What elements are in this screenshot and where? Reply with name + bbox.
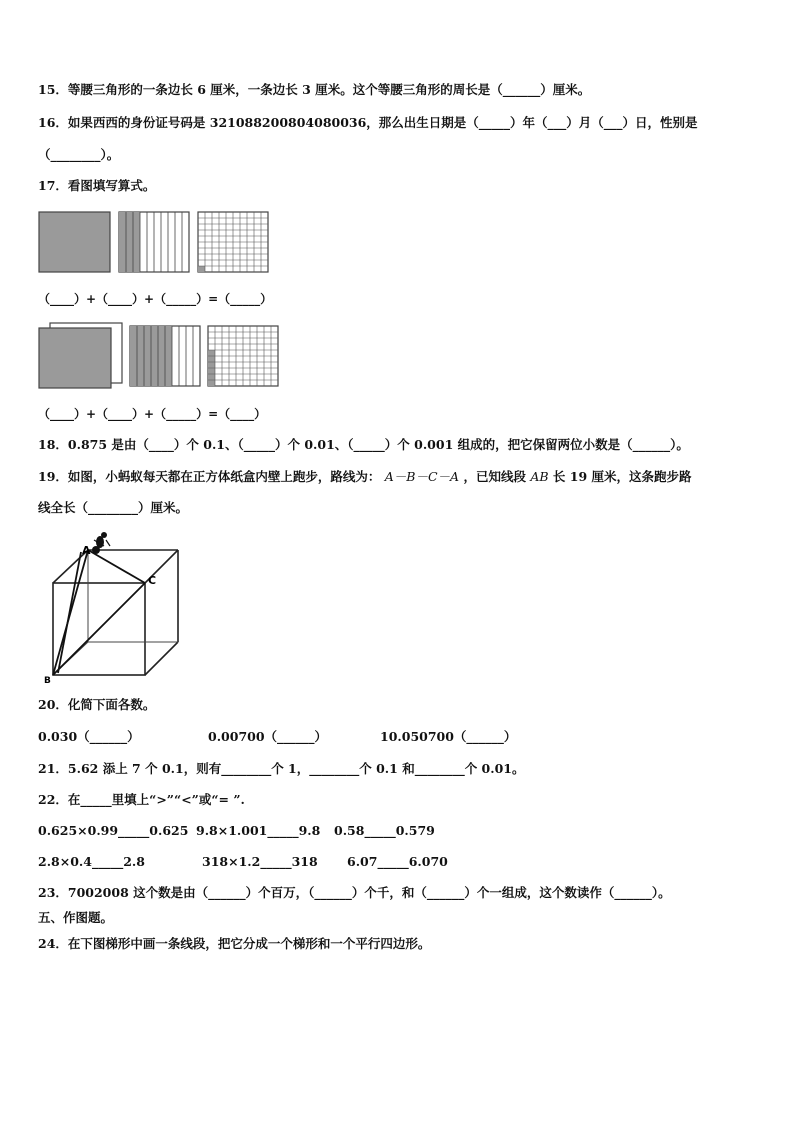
q19-text-pre: 19．如图，小蚂蚁每天都在正方体纸盒内壁上跑步，路线为：	[38, 469, 381, 484]
q19-route: A－B－C－A	[384, 469, 460, 484]
q20-item-3: 10.050700（______）	[380, 729, 517, 744]
question-17-equation-1: （____）+（____）+（_____）=（_____）	[38, 292, 273, 306]
hundredths-grid	[198, 212, 268, 272]
question-17: 17．看图填写算式。	[38, 178, 156, 193]
q22-r1-c3: 0.58_____0.579	[334, 823, 435, 838]
question-22: 22．在_____里填上“>”“<”或“= ”.	[38, 792, 245, 807]
question-15: 15．等腰三角形的一条边长 6 厘米，一条边长 3 厘米。这个等腰三角形的周长是（______）厘米。	[38, 82, 591, 97]
decimal-figure-row2	[38, 322, 282, 390]
q20-item-1: 0.030（______）	[38, 729, 140, 744]
question-24: 24．在下图梯形中画一条线段，把它分成一个梯形和一个平行四边形。	[38, 936, 431, 951]
question-16-line2: （________）。	[38, 147, 120, 162]
q19-segment-ab: AB	[530, 469, 549, 484]
q22-r1-c2: 9.8×1.001_____9.8	[196, 823, 321, 838]
question-16-line1: 16．如果西西的身份证号码是 321088200804080036，那么出生日期是（_____）年（___）月（___）日，性别是	[38, 115, 698, 130]
tenths-strips-2	[130, 326, 200, 386]
label-c: C	[148, 574, 157, 587]
question-21: 21．5.62 添上 7 个 0.1，则有________个 1，________个 0.1 和________个 0.01。	[38, 761, 525, 776]
whole-squares-stacked	[39, 323, 122, 388]
section-5-heading: 五、作图题。	[38, 910, 114, 925]
tenths-strips	[119, 212, 189, 272]
question-20: 20．化简下面各数。	[38, 697, 156, 712]
label-b: B	[44, 676, 51, 685]
q19-text-post: 长 19 厘米，这条跑步路	[552, 469, 692, 484]
cube-diagram	[38, 530, 188, 685]
decimal-figure-row1	[38, 210, 270, 274]
whole-square	[39, 212, 110, 272]
q19-text-mid: ，已知线段	[463, 469, 526, 484]
question-19-line2: 线全长（________）厘米。	[38, 500, 189, 515]
q22-r2-c3: 6.07_____6.070	[347, 854, 448, 869]
q22-r1-c1: 0.625×0.99_____0.625	[38, 823, 189, 838]
question-17-equation-2: （____）+（____）+（_____）=（____）	[38, 407, 267, 421]
question-19-line1	[38, 469, 692, 485]
ant-route	[53, 550, 145, 675]
q22-r2-c1: 2.8×0.4_____2.8	[38, 854, 145, 869]
hundredths-grid-2	[208, 326, 278, 386]
question-23: 23．7002008 这个数是由（______）个百万，（______）个千，和（______）个一组成，这个数读作（______）。	[38, 885, 671, 900]
question-18: 18．0.875 是由（____）个 0.1、（_____）个 0.01、（_____）个 0.001 组成的，把它保留两位小数是（______）。	[38, 437, 689, 452]
label-a: A	[82, 544, 91, 557]
q20-item-2: 0.00700（______）	[208, 729, 328, 744]
q22-r2-c2: 318×1.2_____318	[202, 854, 318, 869]
